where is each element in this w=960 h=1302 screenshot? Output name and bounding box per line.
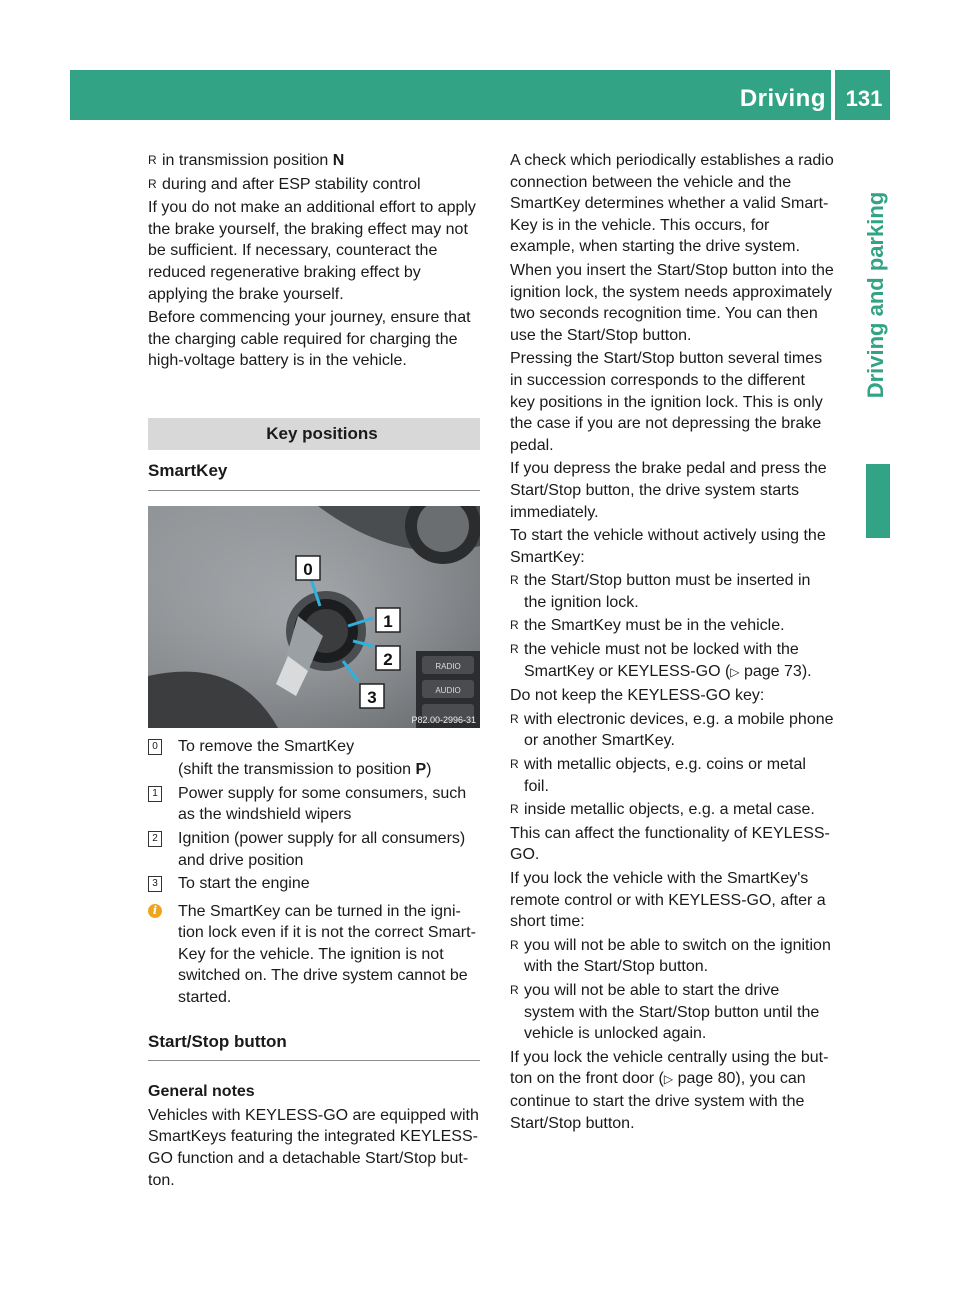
page-reference-link[interactable]: page 73: [743, 662, 802, 680]
bullet-marker: R: [148, 176, 157, 191]
section-title: Driving: [739, 85, 826, 112]
paragraph: Do not keep the KEYLESS-GO key:: [510, 687, 765, 705]
legend-item: 2 Ignition (power supply for all consumers) and drive position: [148, 828, 480, 871]
audio-button-label: AUDIO: [435, 685, 461, 695]
list-item: R with metallic objects, e.g. coins or metal foil.: [510, 756, 806, 795]
page-ref-arrow-icon: ▷: [663, 1072, 674, 1087]
marker-2: 2: [383, 649, 393, 669]
legend-number: 3: [148, 876, 162, 892]
legend-number: 1: [148, 786, 162, 802]
paragraph: If you lock the vehicle with the SmartKey's remote control or with KEYLESS-GO, after a short time:: [510, 870, 826, 931]
bullet-marker: R: [510, 937, 519, 952]
side-tab-block: [866, 464, 890, 538]
side-tab-label: Driving and parking: [863, 191, 888, 399]
radio-button-label: RADIO: [435, 661, 461, 671]
paragraph: Before commencing your journey, ensure that the charging cable required for charging the high-voltage battery is in the vehicle.: [148, 309, 471, 370]
bullet-marker: R: [510, 711, 519, 726]
list-item: R you will not be able to switch on the ignition with the Start/Stop button.: [510, 936, 831, 976]
ignition-lock-illustration: [148, 506, 480, 728]
legend-number: 2: [148, 831, 162, 847]
side-tab: [863, 130, 890, 460]
list-item: R in transmission position N: [148, 150, 480, 172]
legend-item: (shift the transmission to position P): [178, 761, 432, 779]
paragraph: If you lock the vehicle centrally using the button on the front door (▷ page 80), you can continue to start the drive system with the Start/Stop button.: [510, 1048, 829, 1132]
legend-item: 3 To start the engine: [148, 873, 480, 895]
marker-3: 3: [367, 687, 377, 707]
list-item: R inside metallic objects, e.g. a metal case.: [510, 799, 834, 821]
heading-general-notes: General notes: [148, 1083, 255, 1101]
paragraph: Vehicles with KEYLESS-GO are equipped with SmartKeys featuring the integrated KEYLESS-GO function and a detachable Start/Stop button.: [148, 1106, 479, 1189]
bullet-marker: R: [510, 642, 519, 657]
page-number: 131: [845, 86, 883, 111]
list-item: R with electronic devices, e.g. a mobile phone or another SmartKey.: [510, 710, 834, 750]
subheading-smartkey: SmartKey: [148, 460, 480, 491]
bullet-marker: R: [510, 982, 519, 997]
paragraph: This can affect the functionality of KEYLESS-GO.: [510, 824, 830, 864]
paragraph: Pressing the Start/Stop button several times in succession corresponds to the different key positions in the ignition lock. This is only the case if you are not depressing the brake pedal.: [510, 350, 823, 454]
header-divider: [831, 70, 835, 120]
info-icon: i: [148, 904, 162, 918]
list-item: R the vehicle must not be locked with the SmartKey or KEYLESS-GO (▷ page 73).: [510, 641, 812, 680]
bullet-marker: R: [510, 802, 519, 817]
list-item: R the Start/Stop button must be inserted in the ignition lock.: [510, 572, 811, 611]
page-reference-link[interactable]: page 80: [677, 1070, 736, 1088]
subheading-start-stop: Start/Stop button: [148, 1031, 480, 1062]
ignition-lock-figure: [148, 506, 480, 728]
legend-item: 0 To remove the SmartKey: [148, 736, 480, 758]
right-column: [510, 150, 834, 1136]
bullet-marker: R: [148, 153, 157, 167]
list-item: R you will not be able to start the drive system with the Start/Stop button until the vehicle is unlocked again.: [510, 981, 820, 1043]
marker-0: 0: [303, 559, 313, 579]
legend-number: 0: [148, 739, 162, 755]
page-ref-arrow-icon: ▷: [730, 664, 740, 679]
paragraph: If you do not make an additional effort to apply the brake yourself, the braking effect may not be sufficient. If necessary, counteract the reduced regenerative braking effect by applying the brake yourself.: [148, 199, 476, 303]
section-heading-key-positions: Key positions: [148, 418, 480, 450]
paragraph: A check which periodically establishes a radio connection between the vehicle and the SmartKey determines whether a valid SmartKey is in the vehicle. This occurs, for example, when starting the drive system.: [510, 152, 834, 256]
left-column: [148, 150, 480, 1193]
legend-item: 1 Power supply for some consumers, such as the windshield wipers: [148, 783, 480, 826]
figure-code: P82.00-2996-31: [411, 714, 476, 725]
paragraph: To start the vehicle without actively using the SmartKey:: [510, 527, 826, 566]
list-item: R during and after ESP stability control: [148, 174, 480, 196]
paragraph: When you insert the Start/Stop button into the ignition lock, the system needs approximately two seconds recognition time. You can then use the Start/Stop button.: [510, 261, 834, 344]
list-item: R the SmartKey must be in the vehicle.: [510, 615, 834, 637]
paragraph: If you depress the brake pedal and press the Start/Stop button, the drive system starts immediately.: [510, 460, 827, 521]
bullet-marker: R: [510, 573, 519, 588]
info-note: i The SmartKey can be turned in the ignition lock even if it is not the correct SmartKey for the vehicle. The ignition is not switched on. The drive system cannot be started.: [148, 901, 480, 1009]
bullet-marker: R: [510, 757, 519, 772]
bullet-marker: R: [510, 618, 519, 633]
marker-1: 1: [383, 611, 393, 631]
